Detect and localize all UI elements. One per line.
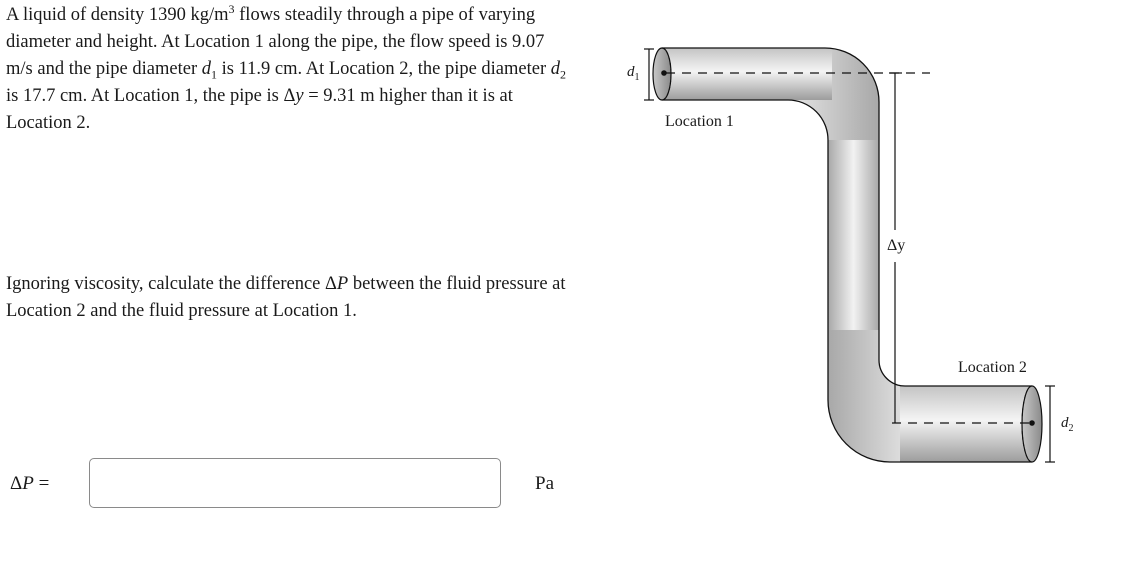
d1-label: $d_1$	[627, 64, 640, 83]
sub-2: 2	[560, 67, 567, 82]
answer-input[interactable]	[89, 458, 501, 508]
text-d1-value: is 11.9 cm. At Location 2, the pipe diameter	[216, 59, 551, 79]
var-d2: d	[550, 59, 561, 79]
problem-question	[6, 271, 566, 325]
d2-label: $d_2$	[1061, 415, 1074, 434]
text-height: = 9.31 m higher than it is at Location 2.	[6, 86, 513, 133]
pipe-upper-straight	[662, 48, 832, 100]
location1-label: Location 1	[665, 113, 734, 130]
dy-label: Δy	[887, 237, 906, 254]
answer-var: P	[22, 473, 34, 494]
answer-row	[6, 458, 586, 512]
answer-equals: =	[33, 473, 50, 494]
pipe-lower-straight	[900, 386, 1032, 462]
answer-unit: Pa	[535, 473, 554, 494]
superscript-3: 3	[228, 1, 235, 16]
answer-label	[10, 473, 49, 495]
pipe-figure	[600, 0, 1120, 563]
problem-paragraph-2	[6, 271, 566, 325]
sub-1: 1	[210, 67, 217, 82]
center-dot-location2	[1029, 420, 1035, 426]
var-p: P	[336, 274, 349, 294]
text-difference: between the fluid pressure at Location 2 and the fluid pressure at Location 1.	[6, 274, 566, 321]
text-density: A liquid of density 1390 kg/m	[6, 5, 229, 25]
text-ignoring: Ignoring viscosity, calculate the difference Δ	[6, 274, 337, 294]
location2-label: Location 2	[958, 359, 1027, 376]
text-d2-value: is 17.7 cm. At Location 1, the pipe is Δ	[6, 86, 296, 106]
var-y: y	[295, 86, 304, 106]
problem-paragraph-1	[6, 2, 566, 137]
problem-statement	[6, 2, 566, 137]
pipe-diagram	[600, 0, 1120, 563]
center-dot-location1	[661, 70, 667, 76]
text-flow: flows steadily through a pipe of varying diameter and height. At Location 1 along the pipe, the flow speed is 9.07 m/s and the pipe diameter	[6, 5, 545, 79]
answer-delta: Δ	[10, 473, 23, 494]
var-d1: d	[201, 59, 211, 79]
